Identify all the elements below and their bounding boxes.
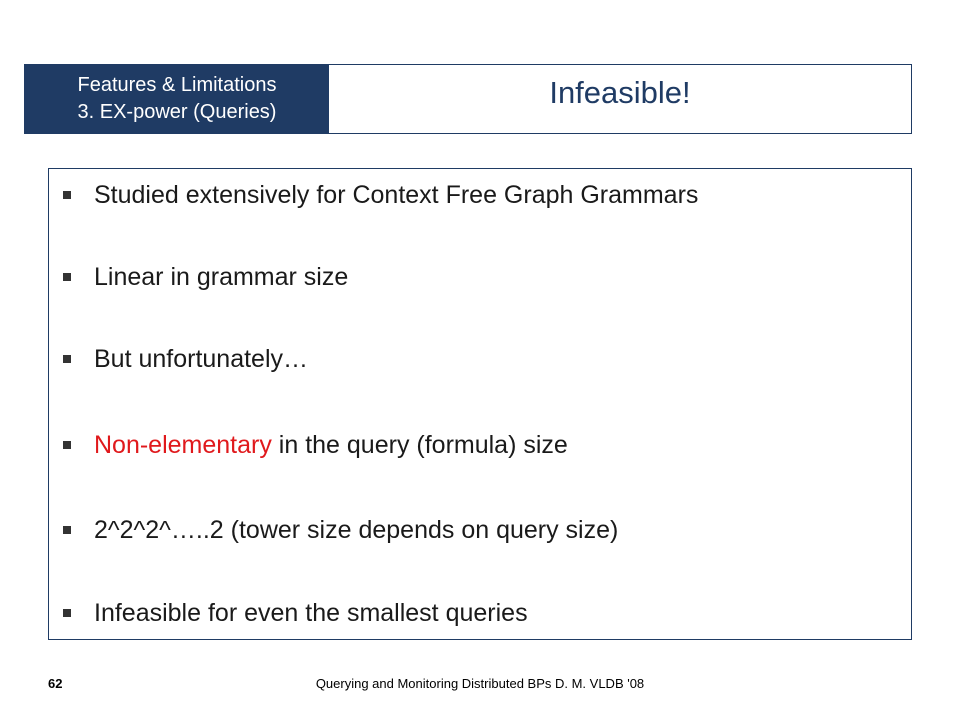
bullet-item [49, 512, 911, 548]
bullet-item [49, 259, 911, 295]
bullet-item [49, 595, 911, 631]
section-label-line2: 3. EX-power (Queries) [77, 101, 277, 123]
content-box [48, 168, 912, 640]
square-bullet-icon [63, 191, 71, 199]
bullet-text: But unfortunately… [94, 344, 309, 373]
square-bullet-icon [63, 355, 71, 363]
bullet-text [94, 431, 568, 460]
bullet-item [49, 177, 911, 213]
bullet-item [49, 427, 911, 463]
square-bullet-icon [63, 609, 71, 617]
bullet-text: Studied extensively for Context Free Graph Grammars [94, 180, 699, 209]
square-bullet-icon [63, 441, 71, 449]
bullet-text: 2^2^2^…..2 (tower size depends on query size) [94, 515, 619, 544]
slide-title: Infeasible! [549, 75, 691, 110]
bullet-text: Linear in grammar size [94, 262, 349, 291]
highlighted-term: Non-elementary [94, 430, 272, 459]
square-bullet-icon [63, 526, 71, 534]
bullet-text-rest: in the query (formula) size [271, 430, 568, 459]
bullet-text: Infeasible for even the smallest queries [94, 598, 528, 627]
page-number: 62 [48, 676, 63, 691]
bullet-item [49, 341, 911, 377]
section-label-line1: Features & Limitations [77, 74, 277, 96]
section-label [25, 65, 329, 133]
slide-header [24, 64, 912, 134]
square-bullet-icon [63, 273, 71, 281]
footer-text: Querying and Monitoring Distributed BPs D. M. VLDB '08 [315, 676, 645, 691]
